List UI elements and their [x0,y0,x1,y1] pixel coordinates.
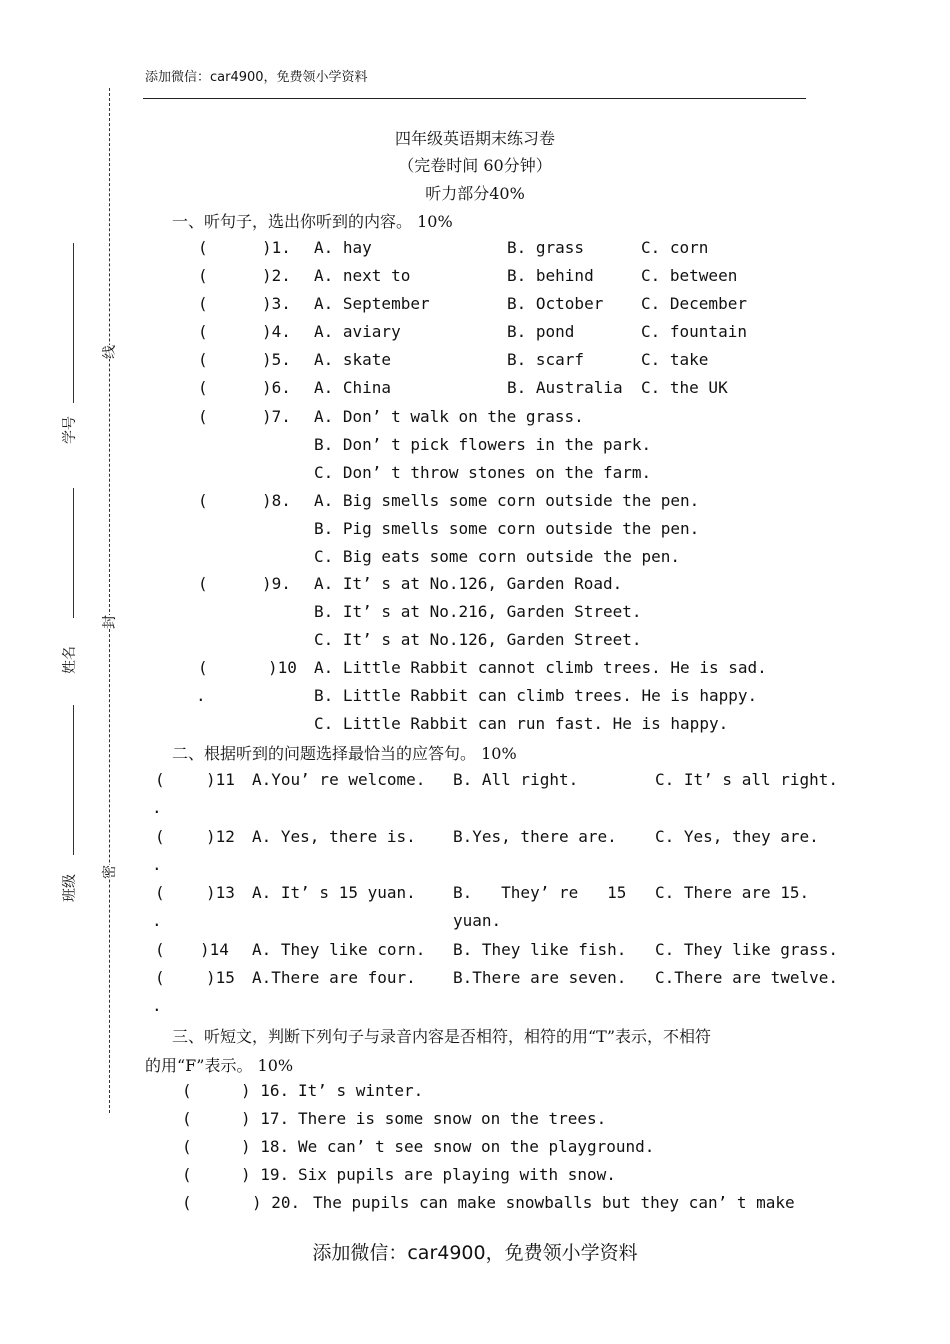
option-b: B. behind [507,266,594,285]
option-b-continued: yuan. [453,911,502,930]
answer-blank-open: ( [155,827,165,846]
stray-dot: . [152,911,162,930]
answer-blank-open: ( [198,574,208,593]
option-a: A. hay [314,238,372,257]
header-rule [143,98,806,99]
option-c: C. Yes, they are. [655,827,819,846]
option-b: B.Yes, there are. [453,827,617,846]
answer-blank-open: ( [198,322,208,341]
option-c: C. Big eats some corn outside the pen. [314,547,681,566]
question-number: )6. [262,378,291,397]
class-line [73,705,74,855]
name-label: 姓名 [62,646,78,674]
option-b: B. pond [507,322,575,341]
option-b: B. Don’ t pick flowers in the park. [314,435,652,454]
section3-heading: 三、听短文，判断下列句子与录音内容是否相符，相符的用“T”表示，不相符 [172,1027,712,1046]
option-a: A. It’ s at No.126, Garden Road. [314,574,623,593]
option-b: B. All right. [453,770,579,789]
stray-dot: . [152,855,162,874]
exam-title: 四年级英语期末练习卷 [394,129,555,148]
exam-time: （完卷时间 60分钟） [398,156,552,175]
question-number: )8. [262,491,291,510]
question-number: )3. [262,294,291,313]
option-b: B. scarf [507,350,585,369]
answer-blank-open: ( [155,883,165,902]
answer-blank-open: ( [198,294,208,313]
option-a: A. Little Rabbit cannot climb trees. He is sad. [314,658,767,677]
statement-text: We can’ t see snow on the playground. [298,1137,655,1156]
option-c: C. fountain [641,322,747,341]
section2-heading: 二、根据听到的问题选择最恰当的应答句。 10% [172,744,517,763]
option-c: C. It’ s at No.126, Garden Street. [314,630,642,649]
binding-label-feng: 封 [97,615,121,629]
option-a: A. aviary [314,322,401,341]
answer-blank-open: ( [182,1109,192,1128]
answer-blank-open: ( [182,1137,192,1156]
question-number: ) 17. [241,1109,290,1128]
binding-label-xian: 线 [97,345,121,359]
answer-blank-open: ( [182,1081,192,1100]
option-c: C. There are 15. [655,883,810,902]
answer-blank-open: ( [155,940,165,959]
answer-blank-open: ( [198,407,208,426]
header-watermark: 添加微信：car4900，免费领小学资料 [145,70,368,85]
answer-blank-open: ( [198,378,208,397]
option-b: B. grass [507,238,585,257]
section3-heading-cont: 的用“F”表示。 10% [145,1056,294,1075]
option-a: A. Yes, there is. [252,827,416,846]
question-number: )12 [206,827,235,846]
question-number: )15 [206,968,235,987]
option-a: A.There are four. [252,968,416,987]
question-number: )14 [200,940,229,959]
footer-watermark: 添加微信：car4900，免费领小学资料 [312,1242,638,1264]
question-number: )10 [268,658,297,677]
option-c: C. between [641,266,738,285]
question-number: )4. [262,322,291,341]
question-number: )13 [206,883,235,902]
listening-part-label: 听力部分40% [425,184,525,203]
question-number: ) 18. [241,1137,290,1156]
student-id-line [73,243,74,403]
answer-blank-open: ( [155,770,165,789]
class-label: 班级 [62,874,78,902]
binding-label-mi: 密 [97,865,121,879]
answer-blank-open: ( [198,350,208,369]
question-number: )1. [262,238,291,257]
option-b: B. October [507,294,604,313]
question-number: )9. [262,574,291,593]
option-a: A. It’ s 15 yuan. [252,883,416,902]
stray-dot: . [152,798,162,817]
option-c: C.There are twelve. [655,968,839,987]
answer-blank-open: ( [155,968,165,987]
stray-dot: . [196,686,206,705]
question-number: )2. [262,266,291,285]
option-b: B. It’ s at No.216, Garden Street. [314,602,642,621]
question-number: )11 [206,770,235,789]
option-a: A. Big smells some corn outside the pen. [314,491,700,510]
option-a: A.You’ re welcome. [252,770,426,789]
option-a: A. September [314,294,430,313]
question-number: )7. [262,407,291,426]
statement-text: There is some snow on the trees. [298,1109,607,1128]
option-c: C. It’ s all right. [655,770,839,789]
statement-text: Six pupils are playing with snow. [298,1165,616,1184]
answer-blank-open: ( [198,238,208,257]
option-c: C. corn [641,238,709,257]
answer-blank-open: ( [198,266,208,285]
option-c: C. take [641,350,709,369]
answer-blank-open: ( [198,491,208,510]
option-b: B. Australia [507,378,623,397]
answer-blank-open: ( [198,658,208,677]
option-b: B. They like fish. [453,940,627,959]
option-c: C. Don’ t throw stones on the farm. [314,463,652,482]
option-c: C. the UK [641,378,728,397]
question-number: ) 16. [241,1081,290,1100]
option-c: C. They like grass. [655,940,839,959]
option-a: A. next to [314,266,411,285]
option-c: C. December [641,294,747,313]
answer-blank-open: ( [182,1165,192,1184]
name-line [73,488,74,618]
option-b: B. They’ re 15 [453,883,627,902]
option-c: C. Little Rabbit can run fast. He is happy. [314,714,729,733]
student-id-label: 学号 [62,416,78,444]
answer-blank-open: ( [182,1193,192,1212]
question-number: )5. [262,350,291,369]
statement-text: It’ s winter. [298,1081,424,1100]
option-b: B. Little Rabbit can climb trees. He is happy. [314,686,758,705]
option-a: A. China [314,378,392,397]
section1-heading: 一、听句子，选出你听到的内容。 10% [172,212,453,231]
option-a: A. Don’ t walk on the grass. [314,407,584,426]
option-b: B. Pig smells some corn outside the pen. [314,519,700,538]
option-b: B.There are seven. [453,968,627,987]
option-a: A. They like corn. [252,940,426,959]
option-a: A. skate [314,350,392,369]
statement-text: The pupils can make snowballs but they can’ t make [313,1193,795,1212]
question-number: ) 20. [252,1193,301,1212]
question-number: ) 19. [241,1165,290,1184]
stray-dot: . [152,996,162,1015]
binding-dashed-line [109,88,110,1113]
